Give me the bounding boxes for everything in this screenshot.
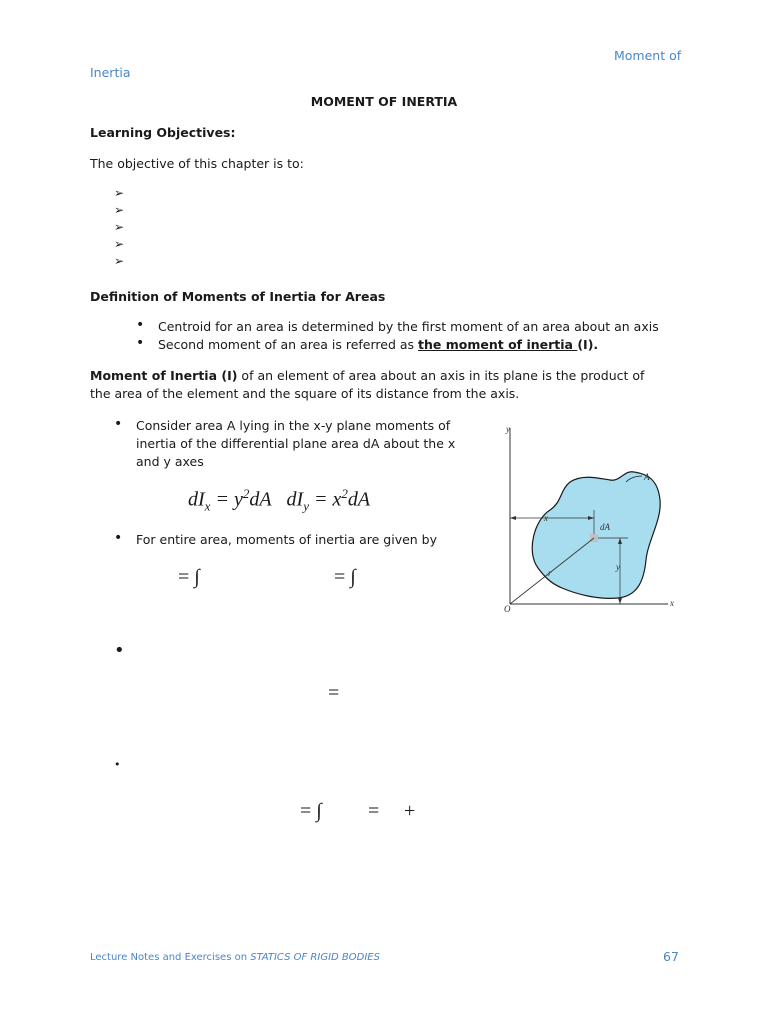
objective-intro: The objective of this chapter is to: bbox=[90, 156, 304, 171]
header-title-line2: Inertia bbox=[90, 65, 131, 80]
equals-sign-1: = bbox=[328, 682, 340, 704]
header-title-line1: Moment of bbox=[614, 48, 682, 63]
consider-line2: inertia of the differential plane area dA about the x bbox=[136, 436, 456, 451]
footer-prefix: Lecture Notes and Exercises on bbox=[90, 952, 251, 963]
def-bullet-2-bold: the moment of inertia bbox=[418, 337, 578, 352]
def-bullet-2-suffix: (I). bbox=[577, 337, 599, 352]
fig-label-y-dim: y bbox=[616, 562, 620, 572]
fig-label-dA: dA bbox=[600, 522, 610, 532]
fig-label-A: A bbox=[644, 472, 650, 482]
def-bullet-2-dot: • bbox=[136, 335, 145, 351]
entire-area-text: For entire area, moments of inertia are given by bbox=[136, 532, 438, 547]
fig-label-r: r bbox=[548, 568, 552, 578]
area-figure bbox=[498, 420, 684, 618]
consider-line1: Consider area A lying in the x-y plane moments of bbox=[136, 418, 451, 433]
moi-rest: of an element of area about an axis in its plane is the product of bbox=[237, 368, 645, 383]
moi-paragraph-line1 bbox=[90, 367, 644, 385]
def-bullet-2-prefix: Second moment of an area is referred as bbox=[158, 337, 419, 352]
plus-sign: + bbox=[404, 800, 416, 822]
definition-heading: Definition of Moments of Inertia for Areas bbox=[90, 289, 386, 304]
def-bullet-2 bbox=[158, 336, 598, 354]
integral-eq-2: = ∫ bbox=[334, 566, 356, 588]
moi-term: Moment of Inertia (I) bbox=[90, 368, 238, 383]
def-bullet-1: Centroid for an area is determined by the first moment of an area about an axis bbox=[158, 319, 659, 334]
equals-sign-2: = bbox=[368, 800, 380, 822]
page-number: 67 bbox=[663, 949, 679, 964]
consider-bullet-dot: • bbox=[114, 416, 123, 432]
fig-label-O: O bbox=[504, 604, 511, 614]
objective-bullet-3: ➢ bbox=[114, 220, 125, 234]
def-bullet-1-dot: • bbox=[136, 317, 145, 333]
integral-eq-3: = ∫ bbox=[300, 800, 322, 822]
fig-label-x-dim: x bbox=[544, 513, 548, 523]
consider-line3: and y axes bbox=[136, 454, 204, 469]
differential-moment-equation: $dI_x = y^2dA$ $dI_y = x^2dA$ bbox=[188, 486, 371, 514]
entire-area-bullet-dot: • bbox=[114, 530, 123, 546]
objective-bullet-1: ➢ bbox=[114, 186, 125, 200]
moi-paragraph-line2: the area of the element and the square of its distance from the axis. bbox=[90, 386, 520, 401]
objective-bullet-5: ➢ bbox=[114, 254, 125, 268]
page-title: MOMENT OF INERTIA bbox=[310, 94, 458, 109]
fig-label-y: y bbox=[506, 424, 510, 434]
fig-label-x: x bbox=[670, 598, 674, 608]
bullet-3-dot: • bbox=[114, 640, 125, 661]
footer-title: STATICS OF RIGID BODIES bbox=[250, 952, 380, 963]
objective-bullet-2: ➢ bbox=[114, 203, 125, 217]
learning-objectives-heading: Learning Objectives: bbox=[90, 125, 236, 140]
footer-text bbox=[90, 952, 380, 963]
integral-eq-1: = ∫ bbox=[178, 566, 200, 588]
bullet-4-dot: • bbox=[114, 758, 121, 771]
objective-bullet-4: ➢ bbox=[114, 237, 125, 251]
